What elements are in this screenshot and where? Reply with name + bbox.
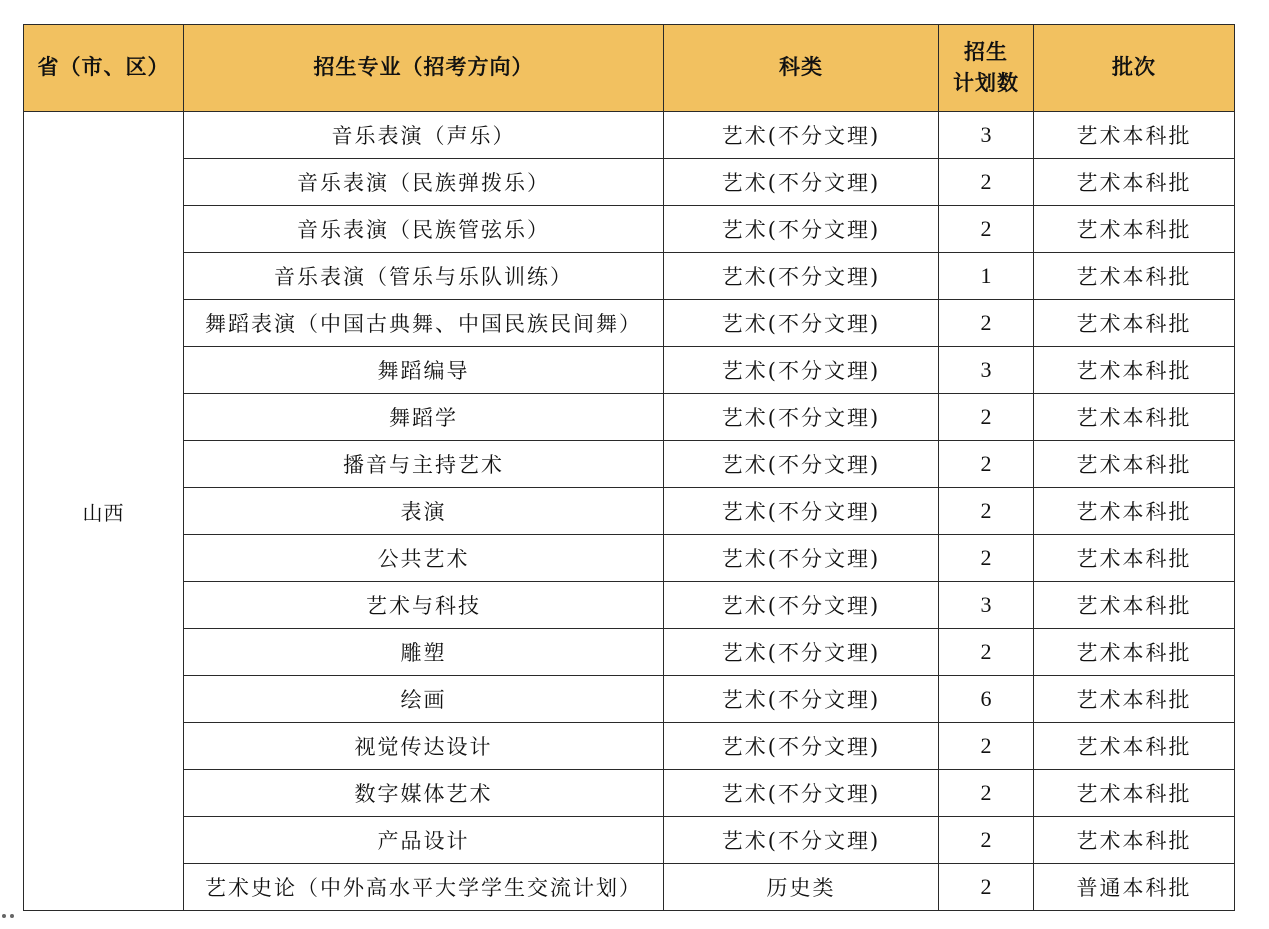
category-cell: 艺术(不分文理) (664, 347, 939, 394)
category-cell: 艺术(不分文理) (664, 441, 939, 488)
batch-cell: 艺术本科批 (1034, 394, 1235, 441)
table-row (24, 676, 1235, 723)
batch-cell: 艺术本科批 (1034, 629, 1235, 676)
quota-cell: 3 (939, 347, 1034, 394)
header-category: 科类 (664, 25, 939, 112)
quota-cell: 2 (939, 394, 1034, 441)
category-cell: 艺术(不分文理) (664, 629, 939, 676)
header-major: 招生专业（招考方向） (184, 25, 664, 112)
table-row (24, 582, 1235, 629)
quota-cell: 3 (939, 582, 1034, 629)
table-row (24, 723, 1235, 770)
category-cell: 艺术(不分文理) (664, 817, 939, 864)
major-cell: 视觉传达设计 (184, 723, 664, 770)
header-quota-line1: 招生 (964, 39, 1008, 64)
batch-cell: 艺术本科批 (1034, 817, 1235, 864)
major-cell: 绘画 (184, 676, 664, 723)
table-row (24, 300, 1235, 347)
category-cell: 艺术(不分文理) (664, 394, 939, 441)
table-row (24, 817, 1235, 864)
table-body (24, 112, 1235, 911)
enrollment-plan-table (23, 24, 1235, 911)
table-row (24, 535, 1235, 582)
category-cell: 艺术(不分文理) (664, 535, 939, 582)
major-cell: 舞蹈编导 (184, 347, 664, 394)
major-cell: 雕塑 (184, 629, 664, 676)
table-row (24, 629, 1235, 676)
category-cell: 艺术(不分文理) (664, 582, 939, 629)
table-row (24, 488, 1235, 535)
category-cell: 艺术(不分文理) (664, 112, 939, 159)
batch-cell: 艺术本科批 (1034, 441, 1235, 488)
major-cell: 音乐表演（民族管弦乐） (184, 206, 664, 253)
header-quota (939, 25, 1034, 112)
major-cell: 播音与主持艺术 (184, 441, 664, 488)
quota-cell: 2 (939, 488, 1034, 535)
ellipsis-dots-icon (0, 912, 22, 920)
category-cell: 艺术(不分文理) (664, 300, 939, 347)
table-row (24, 770, 1235, 817)
quota-cell: 6 (939, 676, 1034, 723)
table-row (24, 159, 1235, 206)
major-cell: 音乐表演（管乐与乐队训练） (184, 253, 664, 300)
table-row (24, 394, 1235, 441)
quota-cell: 2 (939, 629, 1034, 676)
table-row (24, 112, 1235, 159)
table-row (24, 253, 1235, 300)
quota-cell: 3 (939, 112, 1034, 159)
category-cell: 艺术(不分文理) (664, 488, 939, 535)
batch-cell: 艺术本科批 (1034, 112, 1235, 159)
table-row (24, 864, 1235, 911)
batch-cell: 艺术本科批 (1034, 770, 1235, 817)
quota-cell: 2 (939, 206, 1034, 253)
quota-cell: 2 (939, 535, 1034, 582)
major-cell: 产品设计 (184, 817, 664, 864)
batch-cell: 艺术本科批 (1034, 300, 1235, 347)
major-cell: 舞蹈表演（中国古典舞、中国民族民间舞） (184, 300, 664, 347)
category-cell: 艺术(不分文理) (664, 723, 939, 770)
batch-cell: 艺术本科批 (1034, 488, 1235, 535)
batch-cell: 艺术本科批 (1034, 676, 1235, 723)
category-cell: 艺术(不分文理) (664, 770, 939, 817)
major-cell: 艺术与科技 (184, 582, 664, 629)
table-row (24, 347, 1235, 394)
quota-cell: 2 (939, 300, 1034, 347)
major-cell: 公共艺术 (184, 535, 664, 582)
major-cell: 音乐表演（声乐） (184, 112, 664, 159)
table-row (24, 206, 1235, 253)
category-cell: 艺术(不分文理) (664, 159, 939, 206)
category-cell: 艺术(不分文理) (664, 676, 939, 723)
major-cell: 艺术史论（中外高水平大学学生交流计划） (184, 864, 664, 911)
header-batch: 批次 (1034, 25, 1235, 112)
region-cell: 山西 (24, 112, 184, 911)
batch-cell: 艺术本科批 (1034, 723, 1235, 770)
batch-cell: 普通本科批 (1034, 864, 1235, 911)
batch-cell: 艺术本科批 (1034, 347, 1235, 394)
quota-cell: 2 (939, 864, 1034, 911)
header-quota-line2: 计划数 (953, 71, 1019, 95)
quota-cell: 2 (939, 441, 1034, 488)
major-cell: 音乐表演（民族弹拨乐） (184, 159, 664, 206)
table-header-row (24, 25, 1235, 112)
category-cell: 艺术(不分文理) (664, 253, 939, 300)
major-cell: 数字媒体艺术 (184, 770, 664, 817)
table-row (24, 441, 1235, 488)
quota-cell: 2 (939, 817, 1034, 864)
category-cell: 历史类 (664, 864, 939, 911)
quota-cell: 2 (939, 770, 1034, 817)
quota-cell: 2 (939, 723, 1034, 770)
header-region: 省（市、区） (24, 25, 184, 112)
major-cell: 舞蹈学 (184, 394, 664, 441)
batch-cell: 艺术本科批 (1034, 582, 1235, 629)
quota-cell: 1 (939, 253, 1034, 300)
major-cell: 表演 (184, 488, 664, 535)
quota-cell: 2 (939, 159, 1034, 206)
batch-cell: 艺术本科批 (1034, 535, 1235, 582)
category-cell: 艺术(不分文理) (664, 206, 939, 253)
batch-cell: 艺术本科批 (1034, 253, 1235, 300)
batch-cell: 艺术本科批 (1034, 206, 1235, 253)
batch-cell: 艺术本科批 (1034, 159, 1235, 206)
